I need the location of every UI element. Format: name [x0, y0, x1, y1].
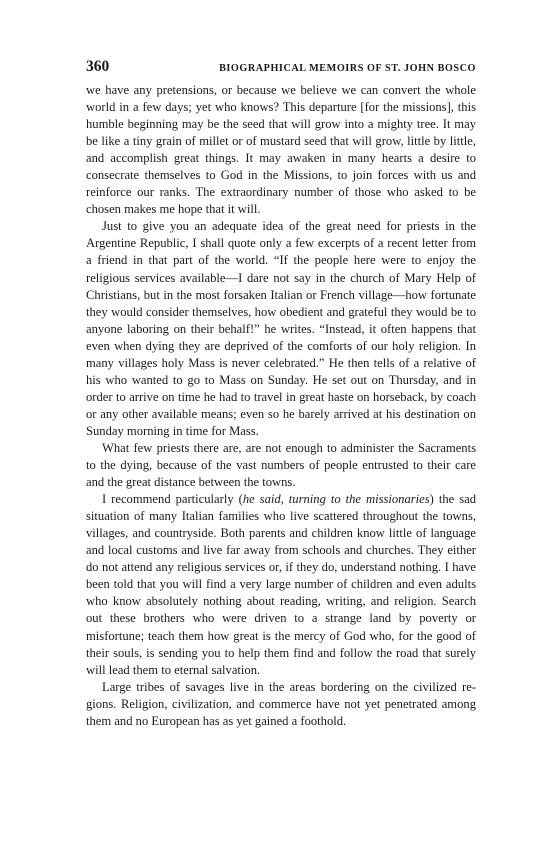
running-header: [86, 58, 476, 80]
stage-direction: he said, turning to the missionaries: [242, 492, 430, 507]
paragraph-few-priests: What few priests there are, are not enough to administer the Sacraments to the dying, because of the vast numbers of people entrusted to their care and the great distance between the towns.: [86, 440, 476, 490]
book-page: [86, 58, 476, 730]
paragraph-italian-families: [86, 491, 476, 679]
running-title: BIOGRAPHICAL MEMOIRS OF ST. JOHN BOSCO: [219, 63, 476, 74]
paragraph-tribes: Large tribes of savages live in the areas bordering on the civilized regions. Religion, civilization, and commerce have not yet penetrated among them and no European has as yet gained a foothold.: [86, 679, 476, 728]
page-number: 360: [86, 58, 110, 75]
paragraph-text-before: I recommend particularly (: [102, 492, 243, 507]
body-text: [86, 82, 476, 730]
paragraph-text-after: ) the sad situation of many Italian families who live scattered throughout the towns, villages, and countryside. Both parents and children know little of language and local customs and live far away from schools and churches. They either do not attend any religious services or, if they do, understand nothing. I have been told that you will find a very large number of children and even adults who know absolutely nothing about reading, writing, and religion. Search out these brothers who were driven to a strange land by poverty or misfortune; teach them how great is the mercy of God who, for the good of their souls, is sending you to help them find and follow the road that surely will lead them to eternal salvation.: [86, 492, 476, 677]
paragraph-continuation: we have any pretensions, or because we believe we can convert the whole world in a few days; yet who knows? This departure [for the missions], this humble beginning may be the seed that will grow into a mighty tree. It may be like a tiny grain of millet or of mustard seed that will grow, little by little, and accomplish great things. It may awaken in many hearts a desire to consecrate themselves to God in the Missions, to join forces with us and reinforce our ranks. The extraordinary number of those who asked to be chosen makes me hope that it will.: [86, 83, 476, 217]
paragraph-argentine-need: Just to give you an adequate idea of the great need for priests in the Argentine Republic, I shall quote only a few excerpts of a recent letter from a friend in that part of the world. “If the people here were to enjoy the religious services available—I dare not say in the church of Mary Help of Christians, but in the most forsaken Italian or French village—how fortunate they would consider themselves, how obedient and grateful they would be to anyone laboring on their behalf!” he writes. “Instead, it often happens that even when dying they are deprived of the comforts of our holy religion. In many villages holy Mass is never celebrated.” He then tells of a relative of his who wanted to go to Mass on Sunday. He set out on Thursday, and in order to arrive on time he had to travel in great haste on horseback, by coach or any other available means; even so he barely arrived at his destination on Sunday morning in time for Mass.: [86, 219, 476, 438]
